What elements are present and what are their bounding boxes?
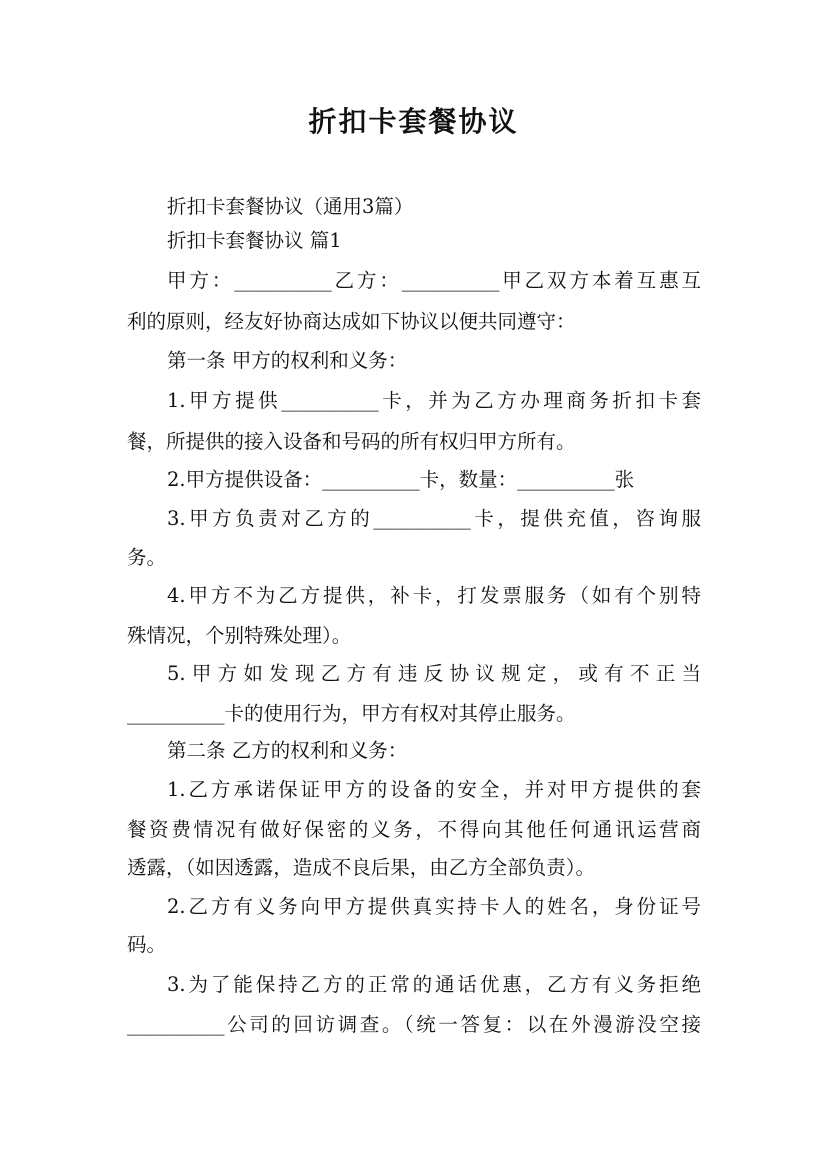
document-line: 2.乙方有义务向甲方提供真实持卡人的姓名，身份证号 bbox=[167, 895, 701, 918]
document-line: 1.甲方提供__________卡，并为乙方办理商务折扣卡套 bbox=[167, 389, 701, 412]
document-line: 殊情况，个别特殊处理）。 bbox=[127, 624, 352, 647]
document-line: 餐资费情况有做好保密的义务，不得向其他任何通讯运营商 bbox=[127, 818, 701, 841]
document-line: 3.为了能保持乙方的正常的通话优惠，乙方有义务拒绝 bbox=[167, 973, 701, 996]
document-line: 3.甲方负责对乙方的__________卡，提供充值，咨询服 bbox=[167, 507, 701, 530]
document-line: __________卡的使用行为，甲方有权对其停止服务。 bbox=[127, 702, 576, 725]
document-line: __________公司的回访调查。（统一答复：以在外漫游没空接 bbox=[127, 1013, 701, 1036]
document-line: 码。 bbox=[127, 933, 167, 956]
document-line: 5.甲方如发现乙方有违反协议规定，或有不正当 bbox=[167, 662, 701, 685]
document-line: 务。 bbox=[127, 546, 167, 569]
document-line: 折扣卡套餐协议（通用3篇） bbox=[167, 195, 414, 218]
document-line: 利的原则，经友好协商达成如下协议以便共同遵守： bbox=[127, 310, 576, 333]
document-line: 折扣卡套餐协议 篇1 bbox=[167, 229, 342, 252]
document-line: 第一条 甲方的权利和义务： bbox=[167, 349, 408, 372]
document-title: 折扣卡套餐协议 bbox=[308, 105, 519, 138]
document-line: 餐，所提供的接入设备和号码的所有权归甲方所有。 bbox=[127, 430, 576, 453]
document-line: 第二条 乙方的权利和义务： bbox=[167, 739, 408, 762]
document-line: 4.甲方不为乙方提供，补卡，打发票服务（如有个别特 bbox=[167, 584, 701, 607]
document-line: 透露，（如因透露，造成不良后果，由乙方全部负责）。 bbox=[127, 856, 596, 879]
document-line: 2.甲方提供设备：__________卡，数量：__________张 bbox=[167, 468, 635, 491]
document-line: 甲方：__________乙方：__________甲乙双方本着互惠互 bbox=[167, 269, 701, 292]
document-line: 1.乙方承诺保证甲方的设备的安全，并对甲方提供的套 bbox=[167, 778, 701, 801]
